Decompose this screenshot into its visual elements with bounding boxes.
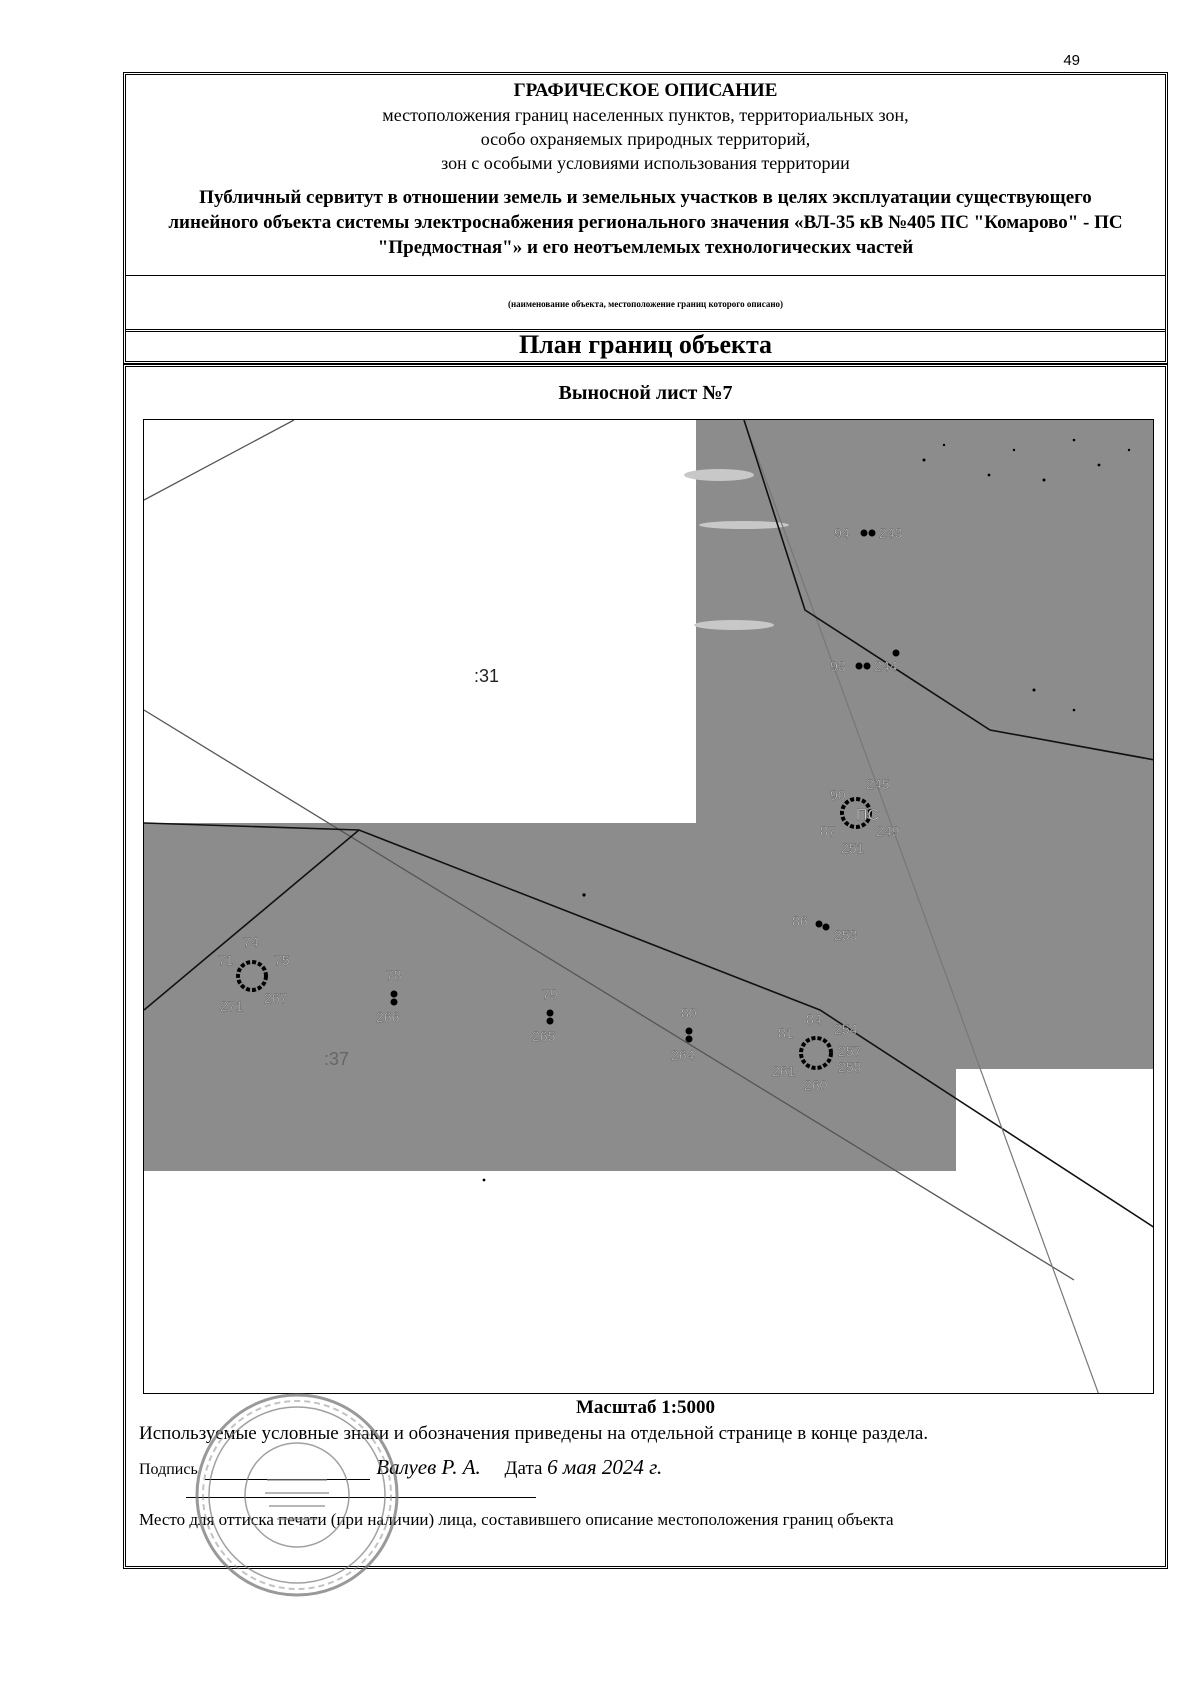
signature-label: Подпись (139, 1461, 198, 1478)
stamp-note: Место для оттиска печати (при наличии) лица, составившего описание местоположения границ объекта (139, 1510, 894, 1529)
parcel-label: :37 (324, 1049, 350, 1069)
boundary-point (391, 999, 398, 1006)
boundary-point (893, 650, 900, 657)
servitude-zone (144, 420, 1154, 1171)
point-label: 244 (874, 658, 898, 674)
point-label: 271 (220, 998, 244, 1014)
map-drawing (144, 420, 1154, 1394)
plan-frame (123, 364, 1168, 1569)
boundary-point (686, 1036, 693, 1043)
object-caption: (наименование объекта, местоположение границ которого описано) (507, 299, 784, 309)
point-label: 87 (820, 823, 836, 839)
boundary-point (856, 663, 863, 670)
point-label: 264 (671, 1047, 695, 1063)
point-label: 251 (841, 840, 865, 856)
subtitle-line-3: зон с особыми условиями использования территории (441, 153, 850, 173)
document-title: ГРАФИЧЕСКОЕ ОПИСАНИЕ (513, 80, 778, 101)
point-label: 93 (830, 658, 846, 674)
header-block (126, 75, 1165, 260)
signer-name: Валуев Р. А. (376, 1455, 481, 1479)
boundary-point (547, 1010, 554, 1017)
point-label: 253 (834, 927, 858, 943)
header-frame (123, 72, 1168, 364)
point-label: 249 (876, 823, 900, 839)
stamp-line (186, 1497, 536, 1498)
boundary-map (143, 419, 1154, 1394)
point-label: 94 (834, 525, 850, 541)
point-label: 81 (778, 1025, 794, 1041)
boundary-point (869, 530, 876, 537)
point-label: 84 (806, 1011, 822, 1027)
point-label: 80 (681, 1005, 697, 1021)
point-label: 71 (218, 952, 234, 968)
signature-line (205, 1461, 370, 1480)
point-label: 260 (804, 1077, 828, 1093)
point-label: 75 (274, 952, 290, 968)
point-label: 267 (264, 990, 288, 1006)
point-label: 265 (532, 1028, 556, 1044)
point-label: 245 (866, 776, 890, 792)
signature-row (139, 1455, 662, 1480)
boundary-point (861, 530, 868, 537)
scale-label: Масштаб 1:5000 (575, 1397, 716, 1418)
point-label: 257 (838, 1043, 862, 1059)
divider-line (126, 275, 1165, 276)
point-label: 78 (386, 967, 402, 983)
point-label: 90 (830, 787, 846, 803)
parcel-label: :31 (474, 666, 500, 686)
boundary-point (686, 1028, 693, 1035)
subtitle-line-2: особо охраняемых природных территорий, (480, 129, 811, 149)
point-label: 79 (542, 986, 558, 1002)
boundary-point (816, 921, 823, 928)
object-name: Публичный сервитут в отношении земель и земельных участков в целях эксплуатации существующего линейного объекта системы электроснабжения регионального значения «ВЛ-35 кВ №405 ПС "Комарово" - ПС "Предмостная"» и его неотъемлемых технологических частей (168, 187, 1123, 258)
section-title: План границ объекта (518, 330, 773, 359)
boundary-point (391, 991, 398, 998)
parcel-boundary-line (144, 420, 294, 500)
point-label: 261 (772, 1063, 796, 1079)
boundary-point (864, 663, 871, 670)
substation-label: ПС (856, 807, 880, 824)
page-number: 49 (1063, 52, 1080, 69)
point-label: 243 (879, 525, 903, 541)
legend-note: Используемые условные знаки и обозначения приведены на отдельной странице в конце раздела. (139, 1423, 929, 1444)
point-label: 258 (838, 1059, 862, 1075)
boundary-point (547, 1018, 554, 1025)
date-value: 6 мая 2024 г. (547, 1455, 663, 1479)
point-label: 86 (792, 913, 808, 929)
point-label: 254 (834, 1021, 858, 1037)
subtitle-line-1: местоположения границ населенных пунктов, территориальных зон, (382, 105, 909, 125)
point-label: 266 (376, 1009, 400, 1025)
sheet-title: Выносной лист №7 (558, 382, 733, 404)
point-label: 74 (243, 934, 259, 950)
date-label: Дата (504, 1458, 543, 1479)
boundary-point (823, 924, 830, 931)
